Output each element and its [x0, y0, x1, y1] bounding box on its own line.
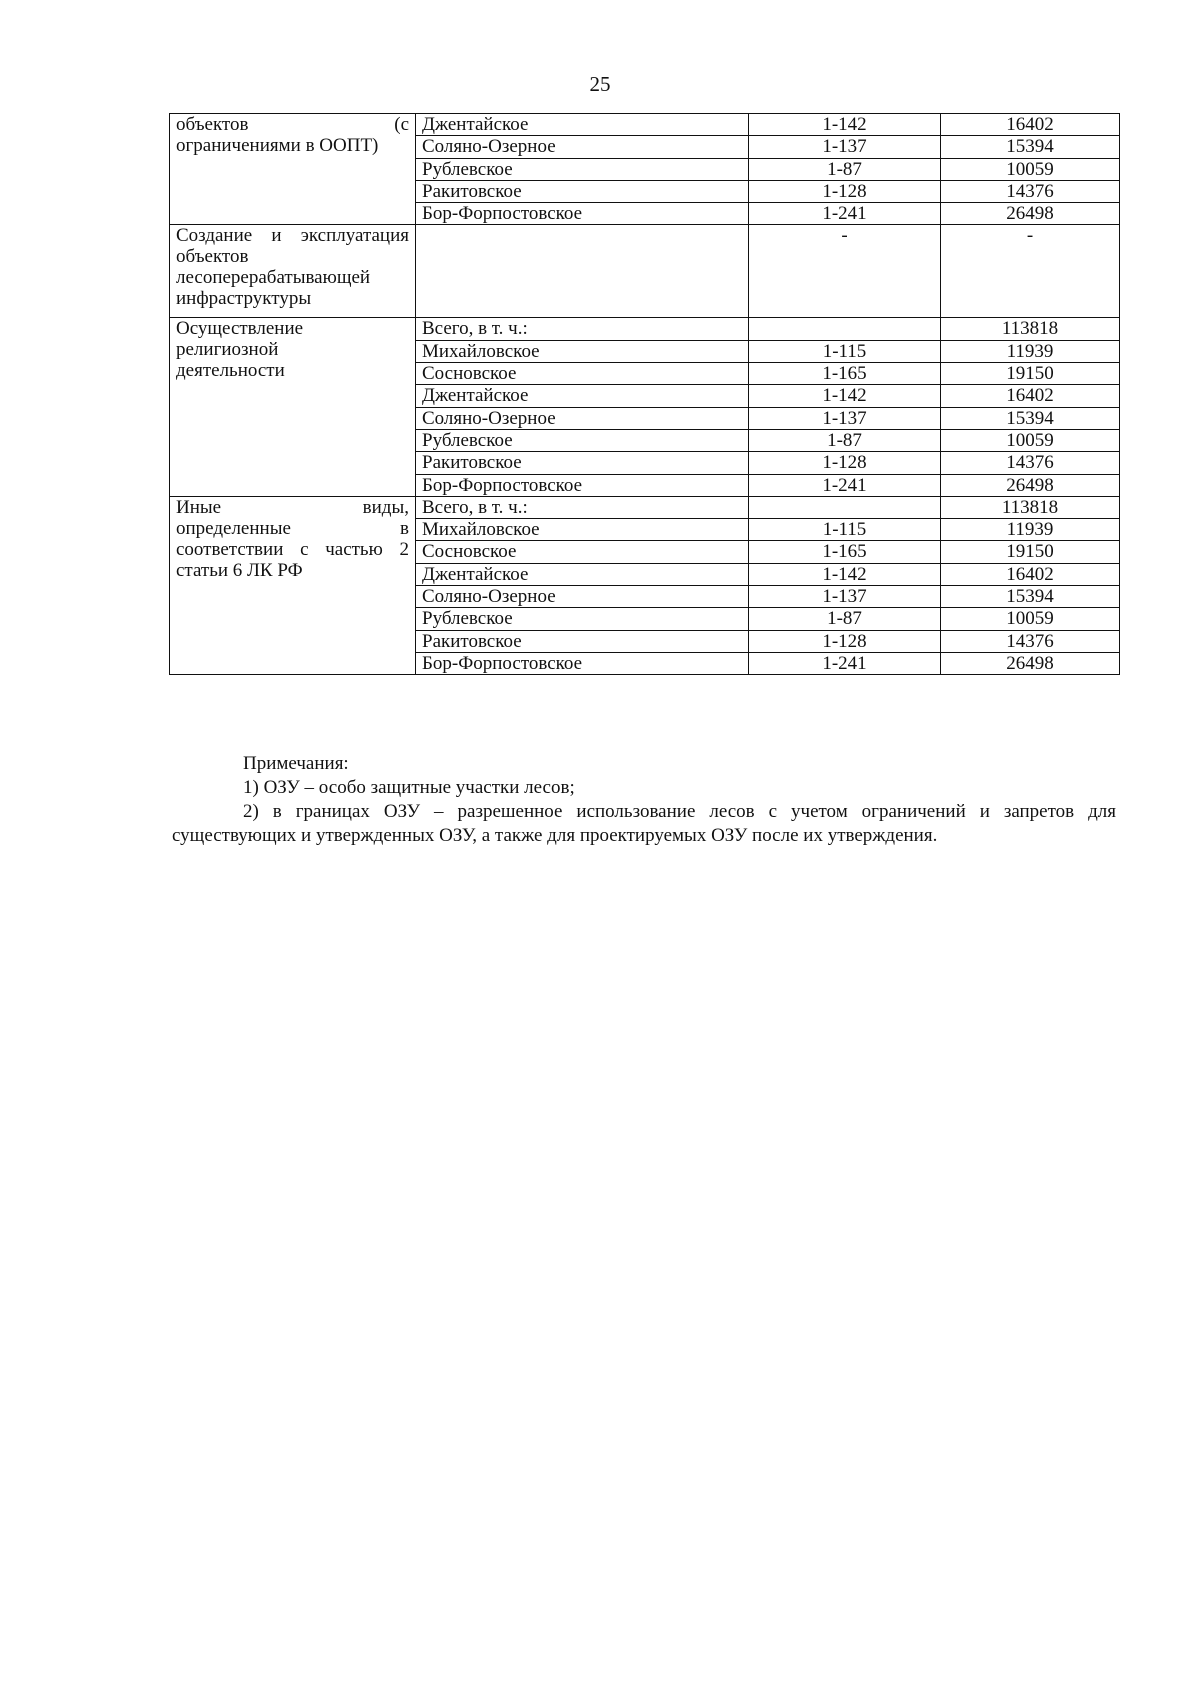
area-value: 10059	[941, 608, 1120, 630]
total-label: Всего, в т. ч.:	[416, 318, 749, 340]
forestry-name: Бор-Форпостовское	[416, 474, 749, 496]
forestry-name: Сосновское	[416, 363, 749, 385]
quarter-code: 1-128	[749, 630, 941, 652]
area-value: 14376	[941, 180, 1120, 202]
area-value: 15394	[941, 586, 1120, 608]
note-item: 2) в границах ОЗУ – разрешенное использование лесов с учетом ограничений и запретов для существующих и утвержденных ОЗУ, а также для проектируемых ОЗУ после их утверждения.	[172, 801, 1116, 846]
area-value: 26498	[941, 203, 1120, 225]
forestry-name: Бор-Форпостовское	[416, 652, 749, 674]
area-value: -	[941, 225, 1120, 318]
forestry-name: Рублевское	[416, 158, 749, 180]
quarter-code: 1-137	[749, 407, 941, 429]
quarter-code: 1-165	[749, 363, 941, 385]
forestry-name: Соляно-Озерное	[416, 136, 749, 158]
area-value: 26498	[941, 474, 1120, 496]
notes-section	[172, 752, 1116, 848]
area-value: 14376	[941, 630, 1120, 652]
quarter-code: 1-115	[749, 519, 941, 541]
category-line: определенные в	[176, 517, 409, 539]
forestry-name: Бор-Форпостовское	[416, 203, 749, 225]
category-line: лесоперерабатывающей	[176, 267, 371, 289]
quarter-code: 1-241	[749, 203, 941, 225]
forestry-name: Рублевское	[416, 608, 749, 630]
area-value: 15394	[941, 136, 1120, 158]
forestry-name: Джентайское	[416, 114, 749, 136]
table-row	[170, 114, 1120, 136]
category-line: Создание и эксплуатация	[176, 225, 409, 247]
forestry-name: Ракитовское	[416, 630, 749, 652]
area-value: 10059	[941, 429, 1120, 451]
category-cell	[170, 496, 416, 674]
quarter-code: 1-137	[749, 136, 941, 158]
category-cell	[170, 318, 416, 496]
area-value: 14376	[941, 452, 1120, 474]
area-value: 19150	[941, 541, 1120, 563]
quarter-code: 1-115	[749, 340, 941, 362]
table-row	[170, 496, 1120, 518]
category-line: объектов (с	[176, 114, 409, 135]
table-row	[170, 318, 1120, 340]
quarter-code: 1-142	[749, 114, 941, 136]
quarter-code: 1-165	[749, 541, 941, 563]
category-cell	[170, 225, 416, 318]
category-line: деятельности	[176, 360, 285, 382]
forestry-name-empty	[416, 225, 749, 318]
quarter-code: 1-142	[749, 385, 941, 407]
quarter-code: 1-241	[749, 474, 941, 496]
forestry-name: Михайловское	[416, 340, 749, 362]
quarter-code: 1-137	[749, 586, 941, 608]
quarter-code-empty	[749, 496, 941, 518]
total-label: Всего, в т. ч.:	[416, 496, 749, 518]
forestry-name: Соляно-Озерное	[416, 407, 749, 429]
category-line: статьи 6 ЛК РФ	[176, 559, 303, 581]
forest-use-table	[169, 113, 1120, 675]
area-value: 10059	[941, 158, 1120, 180]
area-value: 11939	[941, 519, 1120, 541]
quarter-code-empty	[749, 318, 941, 340]
category-line: религиозной	[176, 339, 279, 361]
forestry-name: Сосновское	[416, 541, 749, 563]
category-line: Иные виды,	[176, 496, 409, 518]
forestry-name: Рублевское	[416, 429, 749, 451]
quarter-code: 1-87	[749, 608, 941, 630]
quarter-code: 1-87	[749, 429, 941, 451]
quarter-code: 1-87	[749, 158, 941, 180]
quarter-code: 1-128	[749, 180, 941, 202]
forestry-name: Михайловское	[416, 519, 749, 541]
quarter-code: 1-142	[749, 563, 941, 585]
forestry-name: Ракитовское	[416, 180, 749, 202]
forestry-name: Джентайское	[416, 563, 749, 585]
quarter-code: 1-128	[749, 452, 941, 474]
category-line: Осуществление	[176, 318, 304, 340]
category-line: ограничениями в ООПТ)	[176, 135, 379, 156]
quarter-code: -	[749, 225, 941, 318]
area-value: 19150	[941, 363, 1120, 385]
area-value: 11939	[941, 340, 1120, 362]
area-value: 16402	[941, 114, 1120, 136]
area-value: 16402	[941, 385, 1120, 407]
area-value: 26498	[941, 652, 1120, 674]
category-line: соответствии с частью 2	[176, 538, 409, 560]
area-value: 15394	[941, 407, 1120, 429]
forestry-name: Соляно-Озерное	[416, 586, 749, 608]
category-line: инфраструктуры	[176, 288, 312, 310]
area-value: 16402	[941, 563, 1120, 585]
notes-heading: Примечания:	[243, 753, 349, 774]
total-area: 113818	[941, 318, 1120, 340]
category-cell	[170, 114, 416, 225]
total-area: 113818	[941, 496, 1120, 518]
forestry-name: Джентайское	[416, 385, 749, 407]
table-row	[170, 225, 1120, 318]
quarter-code: 1-241	[749, 652, 941, 674]
page-number: 25	[589, 72, 611, 96]
note-item: 1) ОЗУ – особо защитные участки лесов;	[243, 777, 575, 798]
category-line: объектов	[176, 246, 249, 268]
forestry-name: Ракитовское	[416, 452, 749, 474]
